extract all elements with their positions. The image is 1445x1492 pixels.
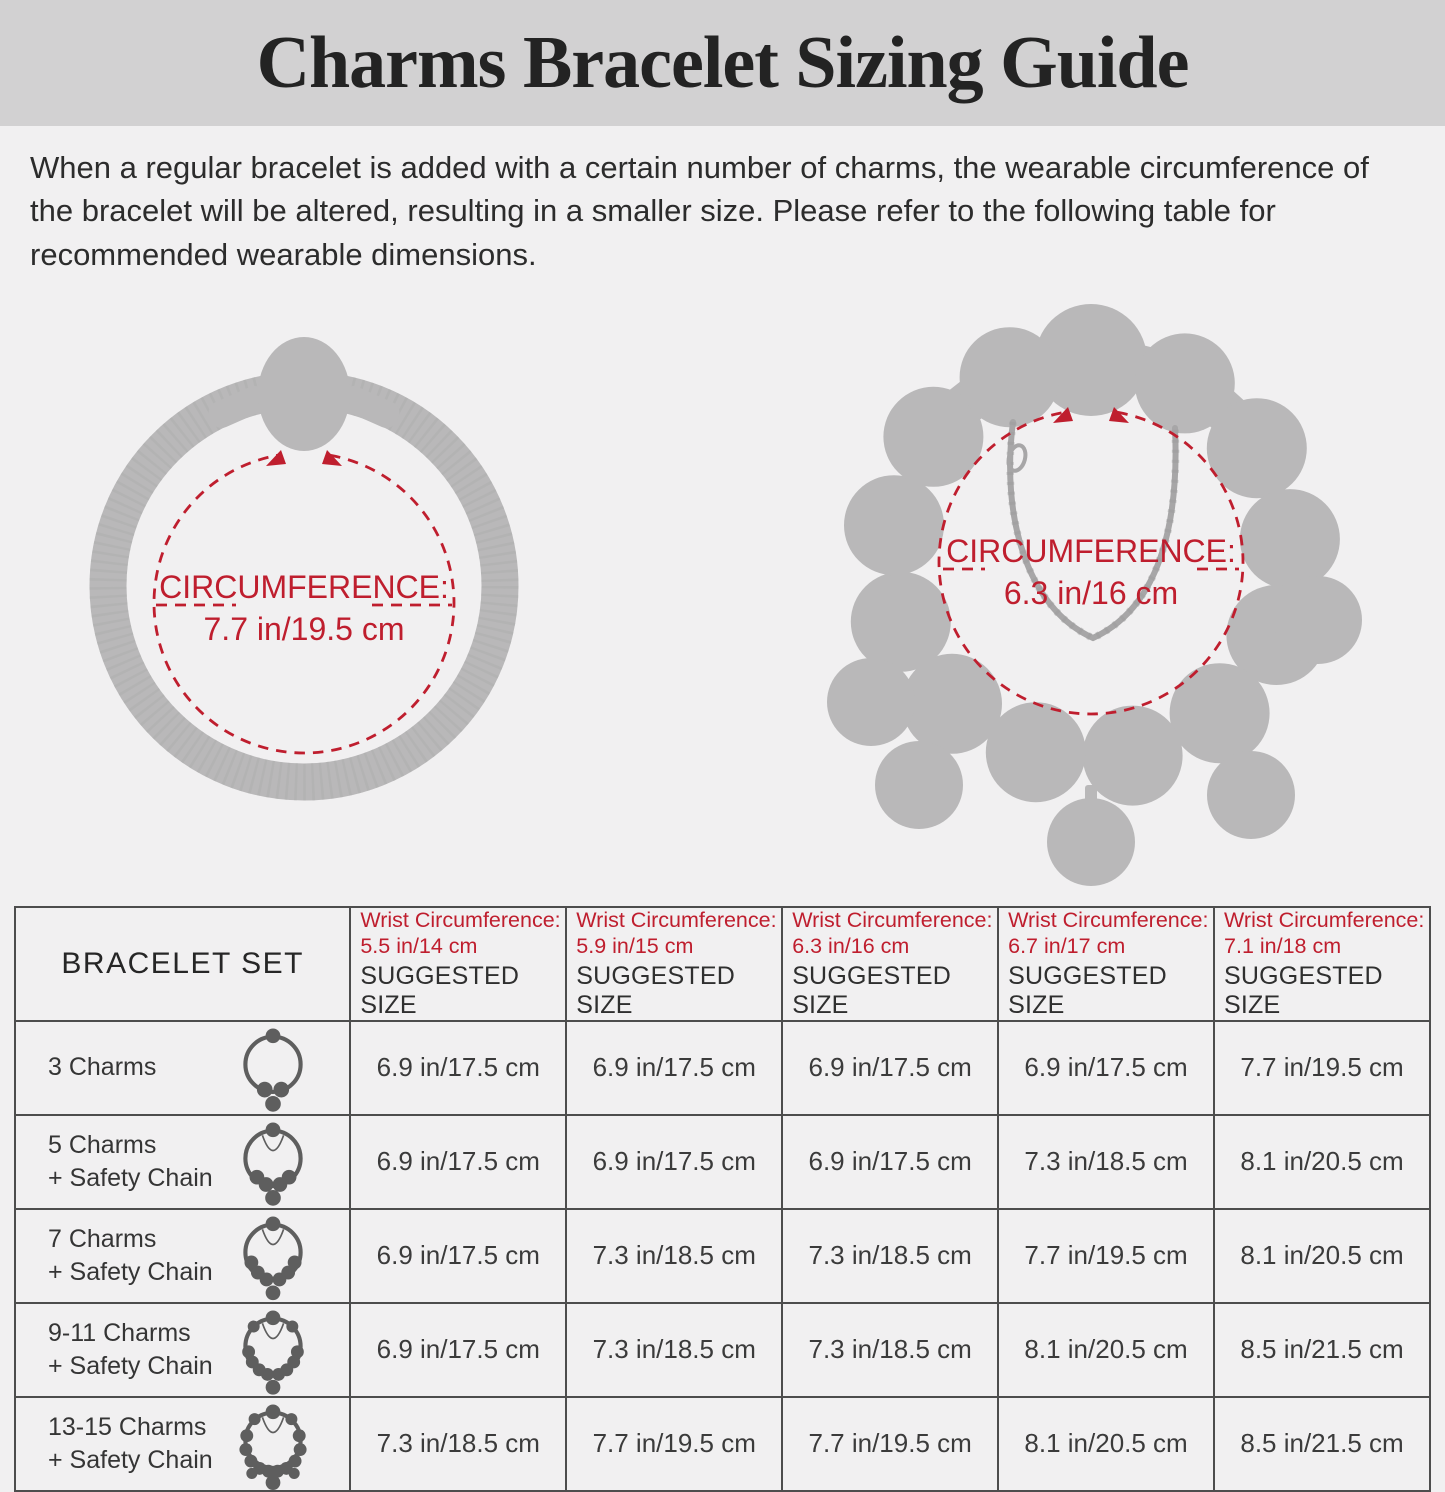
column-header-15cm: Wrist Circumference: 5.9 in/15 cm SUGGESTED SIZE <box>566 907 782 1021</box>
bracelet-3-charms-icon <box>227 1022 319 1114</box>
bracelet-7-charms-safety-chain-icon <box>227 1210 319 1302</box>
size-cell: 7.3 in/18.5 cm <box>782 1303 998 1397</box>
table-row-13-15-charms <box>15 1397 1430 1491</box>
plain-bracelet-illustration <box>52 308 557 836</box>
size-cell: 7.3 in/18.5 cm <box>350 1397 566 1491</box>
size-cell: 6.9 in/17.5 cm <box>998 1021 1214 1115</box>
dangle-charm <box>1274 576 1362 664</box>
bracelet-set-header: BRACELET SET <box>15 907 350 1021</box>
size-cell: 6.9 in/17.5 cm <box>566 1021 782 1115</box>
size-cell: 7.7 in/19.5 cm <box>566 1397 782 1491</box>
size-cell: 7.7 in/19.5 cm <box>998 1209 1214 1303</box>
table-row-7-charms <box>15 1209 1430 1303</box>
title-band <box>0 0 1445 126</box>
size-cell: 7.3 in/18.5 cm <box>782 1209 998 1303</box>
size-cell: 8.1 in/20.5 cm <box>1214 1115 1430 1209</box>
size-cell: 6.9 in/17.5 cm <box>782 1021 998 1115</box>
dangle-charm <box>1207 751 1295 839</box>
column-header-18cm: Wrist Circumference: 7.1 in/18 cm SUGGESTED SIZE <box>1214 907 1430 1021</box>
dangle-charm <box>827 658 915 746</box>
column-header-14cm: Wrist Circumference: 5.5 in/14 cm SUGGESTED SIZE <box>350 907 566 1021</box>
size-cell: 8.1 in/20.5 cm <box>998 1397 1214 1491</box>
size-cell: 6.9 in/17.5 cm <box>350 1303 566 1397</box>
plain-bracelet-diagram <box>52 308 557 841</box>
bracelet-9-11-charms-safety-chain-icon <box>227 1304 319 1396</box>
bracelet-5-charms-safety-chain-icon <box>227 1116 319 1208</box>
size-cell: 6.9 in/17.5 cm <box>350 1209 566 1303</box>
size-cell: 7.7 in/19.5 cm <box>782 1397 998 1491</box>
size-cell: 7.3 in/18.5 cm <box>998 1115 1214 1209</box>
charm-circumference-label: CIRCUMFERENCE: <box>946 533 1236 570</box>
bracelet-set-cell: 3 Charms <box>15 1021 350 1115</box>
column-header-16cm: Wrist Circumference: 6.3 in/16 cm SUGGESTED SIZE <box>782 907 998 1021</box>
arrow-left-icon <box>266 450 286 466</box>
charm-bracelet-illustration <box>771 290 1411 890</box>
table-row-5-charms <box>15 1115 1430 1209</box>
size-cell: 7.7 in/19.5 cm <box>1214 1021 1430 1115</box>
dangle-charm <box>1047 798 1135 886</box>
size-cell: 7.3 in/18.5 cm <box>566 1303 782 1397</box>
table-row-9-11-charms <box>15 1303 1430 1397</box>
bracelet-13-15-charms-safety-chain-icon <box>227 1398 319 1490</box>
column-header-17cm: Wrist Circumference: 6.7 in/17 cm SUGGESTED SIZE <box>998 907 1214 1021</box>
diagrams-section <box>0 276 1445 898</box>
table-header-row <box>15 907 1430 1021</box>
size-cell: 8.1 in/20.5 cm <box>1214 1209 1430 1303</box>
page-title: Charms Bracelet Sizing Guide <box>256 21 1189 104</box>
size-cell: 8.5 in/21.5 cm <box>1214 1397 1430 1491</box>
sizing-table <box>14 906 1431 1492</box>
size-cell: 8.1 in/20.5 cm <box>998 1303 1214 1397</box>
size-cell: 7.3 in/18.5 cm <box>566 1209 782 1303</box>
dangle-charm <box>875 741 963 829</box>
charm-circumference-value: 6.3 in/16 cm <box>1003 575 1179 612</box>
bracelet-set-cell: 5 Charms + Safety Chain <box>15 1115 350 1209</box>
bracelet-set-cell: 7 Charms + Safety Chain <box>15 1209 350 1303</box>
size-cell: 6.9 in/17.5 cm <box>566 1115 782 1209</box>
size-cell: 6.9 in/17.5 cm <box>350 1021 566 1115</box>
intro-paragraph: When a regular bracelet is added with a certain number of charms, the wearable circumference of the bracelet will be altered, resulting in a smaller size. Please refer to the following table for recommended wearable dimensions. <box>30 150 1369 272</box>
plain-circumference-value: 7.7 in/19.5 cm <box>203 611 405 648</box>
charm-bracelet-diagram <box>771 290 1411 895</box>
table-row-3-charms <box>15 1021 1430 1115</box>
bracelet-set-cell: 13-15 Charms + Safety Chain <box>15 1397 350 1491</box>
size-cell: 8.5 in/21.5 cm <box>1214 1303 1430 1397</box>
size-cell: 6.9 in/17.5 cm <box>782 1115 998 1209</box>
size-cell: 6.9 in/17.5 cm <box>350 1115 566 1209</box>
bracelet-set-cell: 9-11 Charms + Safety Chain <box>15 1303 350 1397</box>
clasp-bead <box>258 337 350 451</box>
plain-circumference-label: CIRCUMFERENCE: <box>159 569 449 606</box>
